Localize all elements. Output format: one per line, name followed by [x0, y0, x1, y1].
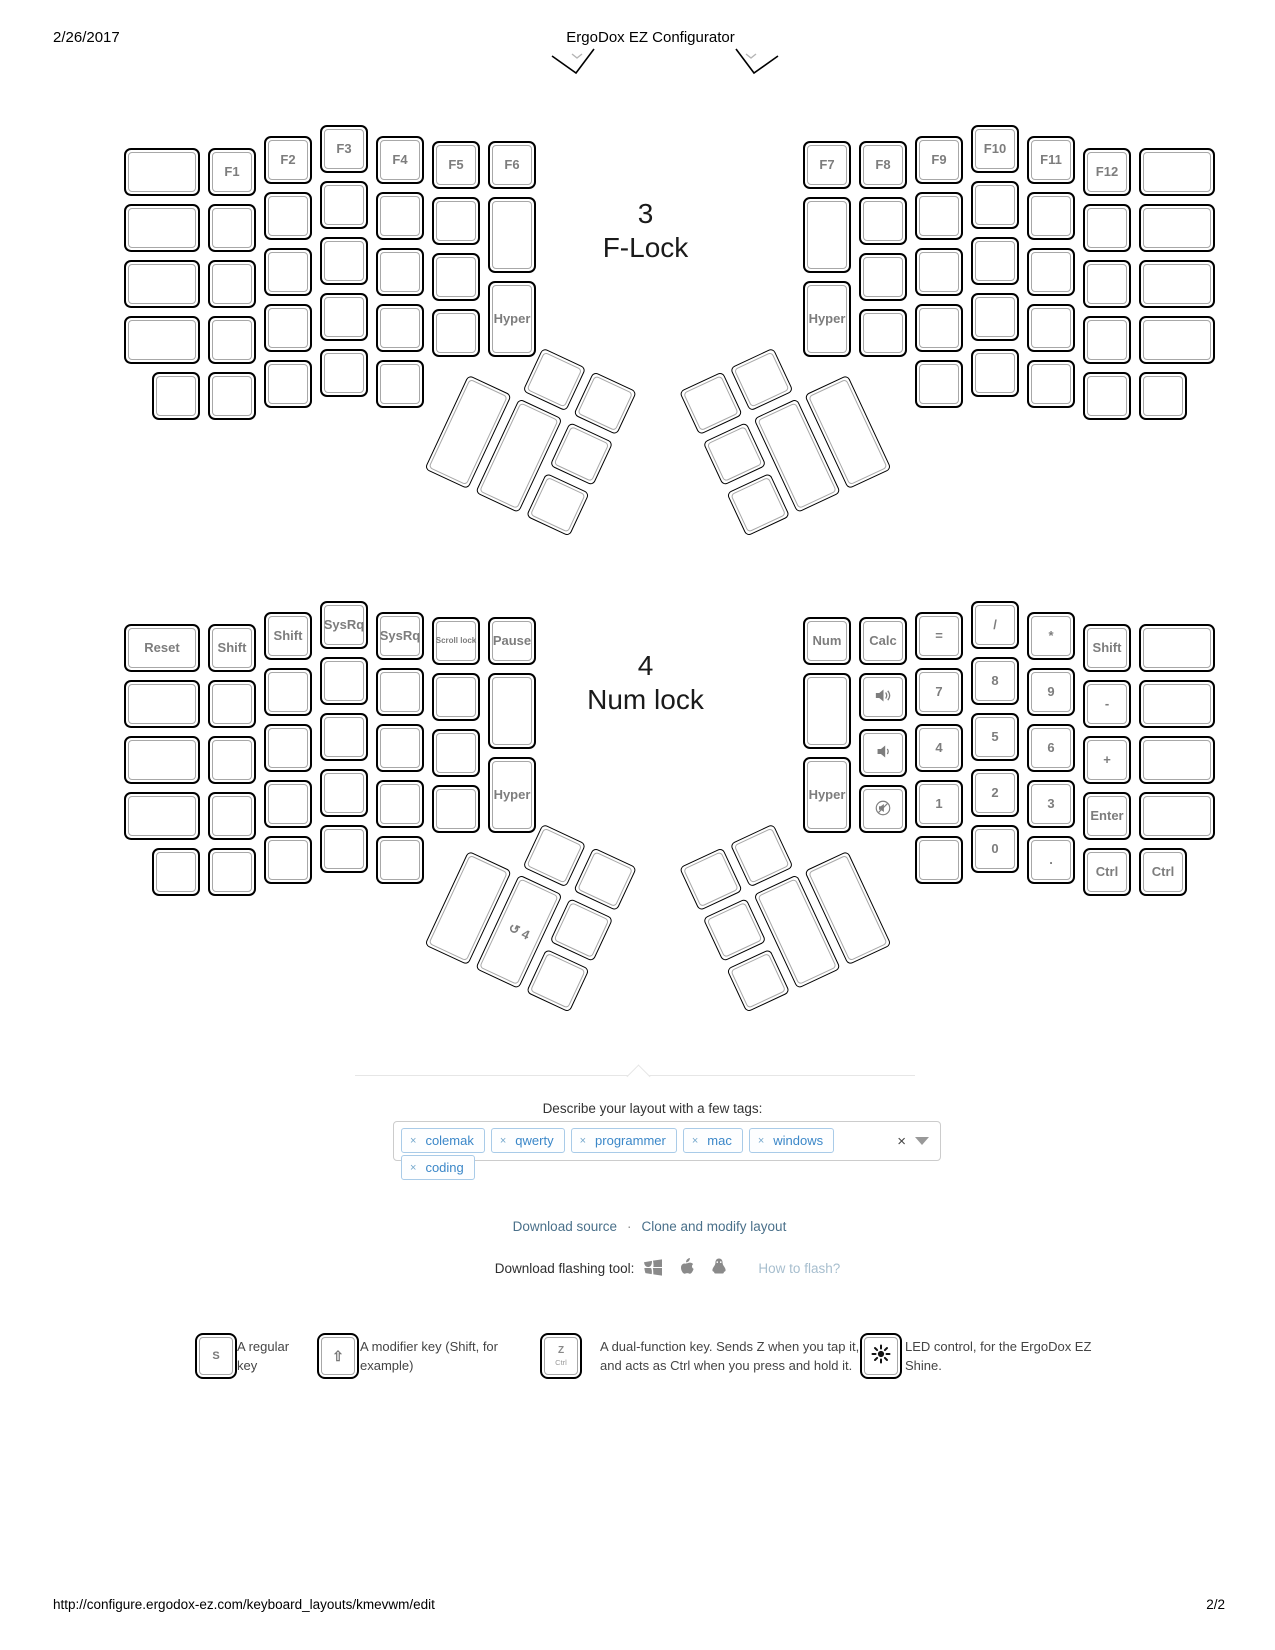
- key-label: F5: [448, 157, 464, 173]
- key-blank[interactable]: [971, 181, 1019, 229]
- key-3[interactable]: [1027, 780, 1075, 828]
- key-blank[interactable]: [264, 780, 312, 828]
- key-f11[interactable]: [1027, 136, 1075, 184]
- key-label: F3: [336, 141, 352, 157]
- modifier-key-illustration: [317, 1333, 359, 1379]
- key-blank[interactable]: [1083, 204, 1131, 252]
- key-blank[interactable]: [971, 237, 1019, 285]
- key-blank[interactable]: [208, 848, 256, 896]
- legend-led-text: LED control, for the ErgoDox EZ Shine.: [905, 1339, 1092, 1373]
- key-label: 0: [991, 841, 999, 857]
- key-volume-up[interactable]: [859, 673, 907, 721]
- key-blank[interactable]: [432, 785, 480, 833]
- key-blank[interactable]: [573, 847, 637, 911]
- tag-coding[interactable]: [401, 1155, 475, 1180]
- key-blank[interactable]: [432, 253, 480, 301]
- key-f10[interactable]: [971, 125, 1019, 173]
- key-blank[interactable]: [703, 422, 767, 486]
- key-label: 1: [935, 796, 943, 812]
- left-thumb-cluster: [421, 800, 644, 1023]
- key-blank[interactable]: [208, 316, 256, 364]
- tags-prompt: Describe your layout with a few tags:: [542, 1101, 763, 1116]
- key-blank[interactable]: [915, 304, 963, 352]
- key-blank[interactable]: [488, 673, 536, 749]
- key-label: Hyper: [493, 311, 531, 327]
- key-label: F10: [983, 141, 1007, 157]
- clone-layout-link[interactable]: Clone and modify layout: [641, 1219, 787, 1234]
- clear-tags-icon[interactable]: ×: [897, 1133, 906, 1150]
- footer-url: http://configure.ergodox-ez.com/keyboard_layouts/kmevwm/edit: [53, 1597, 435, 1612]
- key-blank[interactable]: [679, 847, 743, 911]
- key-blank[interactable]: [522, 824, 586, 888]
- key-blank[interactable]: [488, 197, 536, 273]
- key-label: SysRq: [323, 617, 365, 633]
- remove-tag-icon[interactable]: ×: [499, 1134, 507, 1147]
- key-blank[interactable]: [376, 360, 424, 408]
- key-blank[interactable]: [859, 309, 907, 357]
- key-label: Reset: [144, 640, 180, 656]
- layout-links: [12, 1219, 1275, 1234]
- key-blank[interactable]: [320, 657, 368, 705]
- key-blank[interactable]: [803, 197, 851, 273]
- key-blank[interactable]: [526, 473, 590, 537]
- key-blank[interactable]: [376, 836, 424, 884]
- key-blank[interactable]: [915, 360, 963, 408]
- tag-qwerty[interactable]: [491, 1128, 565, 1153]
- layer-4-number: 4: [637, 650, 654, 681]
- how-to-flash-link[interactable]: How to flash?: [758, 1261, 841, 1277]
- key-blank[interactable]: [1139, 316, 1215, 364]
- key-scroll-lock[interactable]: [432, 617, 480, 665]
- key-label: 8: [991, 673, 999, 689]
- layer-4-name: Num lock: [587, 684, 704, 715]
- key-blank[interactable]: [124, 792, 200, 840]
- key-volume-down[interactable]: [859, 729, 907, 777]
- key-blank[interactable]: [1139, 148, 1215, 196]
- key-blank[interactable]: [264, 304, 312, 352]
- key-blank[interactable]: [1139, 204, 1215, 252]
- key-blank[interactable]: [376, 248, 424, 296]
- led-sun-icon: [871, 1344, 891, 1369]
- key-label: .: [1049, 852, 1053, 868]
- tag-label: coding: [425, 1160, 464, 1175]
- key-blank[interactable]: [320, 181, 368, 229]
- flashing-tool-row: [30, 1259, 1275, 1280]
- key-blank[interactable]: [550, 422, 614, 486]
- key-blank[interactable]: [1027, 192, 1075, 240]
- key-f12[interactable]: [1083, 148, 1131, 196]
- key-label: F8: [875, 157, 891, 173]
- key-label: Num: [812, 633, 842, 649]
- key-label: +: [1103, 752, 1111, 768]
- key-blank[interactable]: [1083, 372, 1131, 420]
- regular-key-illustration: [195, 1333, 237, 1379]
- key-label: 7: [935, 684, 943, 700]
- key-f7[interactable]: [803, 141, 851, 189]
- key-blank[interactable]: [208, 680, 256, 728]
- key-blank[interactable]: [915, 836, 963, 884]
- key-blank[interactable]: [915, 192, 963, 240]
- key-label: 6: [1047, 740, 1055, 756]
- key-reset[interactable]: [124, 624, 200, 672]
- key-blank[interactable]: [208, 736, 256, 784]
- key-label: *: [1048, 628, 1054, 644]
- key-blank[interactable]: [1027, 360, 1075, 408]
- key-slash[interactable]: [971, 601, 1019, 649]
- legend-modifier-text: A modifier key (Shift, for example): [360, 1339, 498, 1373]
- key-blank[interactable]: [730, 824, 794, 888]
- key-ctrl[interactable]: [1083, 848, 1131, 896]
- key-blank[interactable]: [376, 724, 424, 772]
- right-thumb-cluster: [672, 800, 895, 1023]
- tags-select[interactable]: [393, 1121, 941, 1175]
- key-label: SysRq: [379, 628, 421, 644]
- key-blank[interactable]: [376, 304, 424, 352]
- dual-function-key-illustration: [540, 1333, 582, 1379]
- key-shift[interactable]: [1083, 624, 1131, 672]
- key-pause[interactable]: [488, 617, 536, 665]
- legend-regular-text: A regular key: [237, 1339, 290, 1373]
- key-label: Shift: [1092, 640, 1122, 656]
- key-blank[interactable]: [320, 769, 368, 817]
- key-label: F7: [819, 157, 835, 173]
- right-thumb-cluster: [672, 324, 895, 547]
- key-f3[interactable]: [320, 125, 368, 173]
- key-blank[interactable]: [1083, 260, 1131, 308]
- key-8[interactable]: [971, 657, 1019, 705]
- key-blank[interactable]: [208, 792, 256, 840]
- key-period[interactable]: [1027, 836, 1075, 884]
- key-blank[interactable]: [915, 248, 963, 296]
- key-label: F11: [1040, 152, 1062, 168]
- key-label: Ctrl: [1151, 864, 1175, 880]
- volume-mute-icon: [875, 800, 891, 819]
- key-blank[interactable]: [124, 736, 200, 784]
- remove-tag-icon[interactable]: ×: [757, 1134, 765, 1147]
- key-blank[interactable]: [432, 197, 480, 245]
- print-date: 2/26/2017: [53, 29, 120, 46]
- linux-icon[interactable]: [711, 1258, 727, 1279]
- remove-tag-icon[interactable]: ×: [691, 1134, 699, 1147]
- key-blank[interactable]: [208, 204, 256, 252]
- key-9[interactable]: [1027, 668, 1075, 716]
- key-blank[interactable]: [264, 836, 312, 884]
- key-blank[interactable]: [152, 372, 200, 420]
- key-volume-mute[interactable]: [859, 785, 907, 833]
- key-label: Hyper: [808, 311, 846, 327]
- key-blank[interactable]: [320, 713, 368, 761]
- key-6[interactable]: [1027, 724, 1075, 772]
- tags-dropdown-arrow-icon[interactable]: [915, 1137, 929, 1145]
- key-blank[interactable]: [1139, 792, 1215, 840]
- key-label: F1: [224, 164, 240, 180]
- key-blank[interactable]: [264, 668, 312, 716]
- key-calc[interactable]: [859, 617, 907, 665]
- key-label: F4: [392, 152, 408, 168]
- tag-programmer[interactable]: [571, 1128, 677, 1153]
- footer-page-number: 2/2: [1206, 1597, 1225, 1612]
- key-blank[interactable]: [859, 197, 907, 245]
- tag-label: mac: [707, 1133, 732, 1148]
- key-label: ↺ 4: [505, 920, 533, 943]
- key-blank[interactable]: [1139, 372, 1187, 420]
- key-f4[interactable]: [376, 136, 424, 184]
- key-blank[interactable]: [1139, 736, 1215, 784]
- windows-icon[interactable]: [644, 1259, 662, 1279]
- key-num[interactable]: [803, 617, 851, 665]
- key-blank[interactable]: [376, 192, 424, 240]
- key-blank[interactable]: [124, 148, 200, 196]
- key-blank[interactable]: [573, 371, 637, 435]
- key-blank[interactable]: [320, 293, 368, 341]
- tag-mac[interactable]: [683, 1128, 743, 1153]
- tag-colemak[interactable]: [401, 1128, 485, 1153]
- apple-icon[interactable]: [678, 1258, 695, 1279]
- key-label: F9: [931, 152, 947, 168]
- key-label: 5: [991, 729, 999, 745]
- key-label: 9: [1047, 684, 1055, 700]
- key-blank[interactable]: [320, 237, 368, 285]
- volume-up-icon: [875, 688, 892, 706]
- key-2[interactable]: [971, 769, 1019, 817]
- key-blank[interactable]: [1139, 260, 1215, 308]
- tag-label: windows: [773, 1133, 824, 1148]
- key-f1[interactable]: [208, 148, 256, 196]
- key-f5[interactable]: [432, 141, 480, 189]
- key-7[interactable]: [915, 668, 963, 716]
- key-label: 2: [991, 785, 999, 801]
- key-label: /: [993, 617, 997, 633]
- key-blank[interactable]: [320, 349, 368, 397]
- key-label: F6: [504, 157, 520, 173]
- tag-windows[interactable]: [749, 1128, 834, 1153]
- key-blank[interactable]: [803, 673, 851, 749]
- key-blank[interactable]: [550, 898, 614, 962]
- key-blank[interactable]: [376, 668, 424, 716]
- key-1[interactable]: [915, 780, 963, 828]
- layer-3-name: F-Lock: [602, 232, 689, 263]
- key-4[interactable]: [915, 724, 963, 772]
- key-f2[interactable]: [264, 136, 312, 184]
- remove-tag-icon[interactable]: ×: [410, 1134, 417, 1147]
- key-blank[interactable]: [1139, 680, 1215, 728]
- volume-down-icon: [875, 744, 892, 762]
- key-f8[interactable]: [859, 141, 907, 189]
- key-label: Enter: [1090, 808, 1124, 824]
- left-thumb-cluster: [421, 324, 644, 547]
- shift-arrow-glyph: ⇧: [332, 1347, 344, 1364]
- key-equals[interactable]: [915, 612, 963, 660]
- key-ctrl[interactable]: [1139, 848, 1187, 896]
- led-key-illustration: [860, 1333, 902, 1379]
- key-blank[interactable]: [264, 248, 312, 296]
- key-label: 4: [935, 740, 943, 756]
- key-plus[interactable]: [1083, 736, 1131, 784]
- key-blank[interactable]: [859, 253, 907, 301]
- key-blank[interactable]: [264, 360, 312, 408]
- key-f6[interactable]: [488, 141, 536, 189]
- key-f9[interactable]: [915, 136, 963, 184]
- key-label: F12: [1095, 164, 1119, 180]
- key-label: Ctrl: [1095, 864, 1119, 880]
- key-blank[interactable]: [124, 316, 200, 364]
- key-blank[interactable]: [208, 372, 256, 420]
- layer-3-number: 3: [637, 198, 654, 229]
- key-blank[interactable]: [1083, 316, 1131, 364]
- key-blank[interactable]: [1139, 624, 1215, 672]
- key-label: 3: [1047, 796, 1055, 812]
- key-minus[interactable]: [1083, 680, 1131, 728]
- key-blank[interactable]: [679, 371, 743, 435]
- key-label: Calc: [869, 633, 897, 649]
- key-blank[interactable]: [703, 898, 767, 962]
- key-5[interactable]: [971, 713, 1019, 761]
- key-blank[interactable]: [376, 780, 424, 828]
- key-blank[interactable]: [264, 724, 312, 772]
- key-blank[interactable]: [124, 204, 200, 252]
- regular-key-glyph: S: [212, 1350, 220, 1362]
- key-label: Shift: [217, 640, 247, 656]
- remove-tag-icon[interactable]: ×: [579, 1134, 587, 1147]
- key-label: Hyper: [808, 787, 846, 803]
- page-title: ErgoDox EZ Configurator: [566, 29, 735, 46]
- remove-tag-icon[interactable]: ×: [410, 1161, 417, 1174]
- download-source-link[interactable]: Download source: [512, 1219, 617, 1234]
- key-blank[interactable]: [971, 293, 1019, 341]
- key-blank[interactable]: [432, 729, 480, 777]
- key-blank[interactable]: [124, 680, 200, 728]
- dual-key-top-glyph: Z: [557, 1345, 565, 1356]
- key-blank[interactable]: [208, 260, 256, 308]
- key-blank[interactable]: [1027, 304, 1075, 352]
- key-sysrq[interactable]: [376, 612, 424, 660]
- key-blank[interactable]: [522, 348, 586, 412]
- key-blank[interactable]: [264, 192, 312, 240]
- key-label: Shift: [273, 628, 303, 644]
- key-blank[interactable]: [730, 348, 794, 412]
- tag-label: colemak: [425, 1133, 474, 1148]
- key-label: -: [1104, 696, 1110, 712]
- key-0[interactable]: [971, 825, 1019, 873]
- key-enter[interactable]: [1083, 792, 1131, 840]
- key-label: Pause: [492, 633, 532, 649]
- key-blank[interactable]: [1027, 248, 1075, 296]
- key-blank[interactable]: [726, 949, 790, 1013]
- key-blank[interactable]: [320, 825, 368, 873]
- key-blank[interactable]: [432, 673, 480, 721]
- tag-label: qwerty: [515, 1133, 554, 1148]
- link-separator: ·: [626, 1219, 632, 1234]
- key-label: Scroll lock: [435, 635, 477, 645]
- key-blank[interactable]: [432, 309, 480, 357]
- key-sysrq[interactable]: [320, 601, 368, 649]
- key-label: Hyper: [493, 787, 531, 803]
- legend-dual-function-text: A dual-function key. Sends Z when you tap it, and acts as Ctrl when you press and hold it.: [600, 1339, 860, 1373]
- dual-key-bottom-glyph: Ctrl: [555, 1358, 567, 1367]
- key-asterisk[interactable]: [1027, 612, 1075, 660]
- key-shift[interactable]: [264, 612, 312, 660]
- key-blank[interactable]: [526, 949, 590, 1013]
- key-blank[interactable]: [124, 260, 200, 308]
- flash-label: Download flashing tool:: [494, 1261, 635, 1277]
- key-label: F2: [280, 152, 296, 168]
- key-blank[interactable]: [971, 349, 1019, 397]
- key-label: =: [935, 628, 943, 644]
- key-shift[interactable]: [208, 624, 256, 672]
- tag-label: programmer: [595, 1133, 666, 1148]
- key-blank[interactable]: [152, 848, 200, 896]
- key-blank[interactable]: [726, 473, 790, 537]
